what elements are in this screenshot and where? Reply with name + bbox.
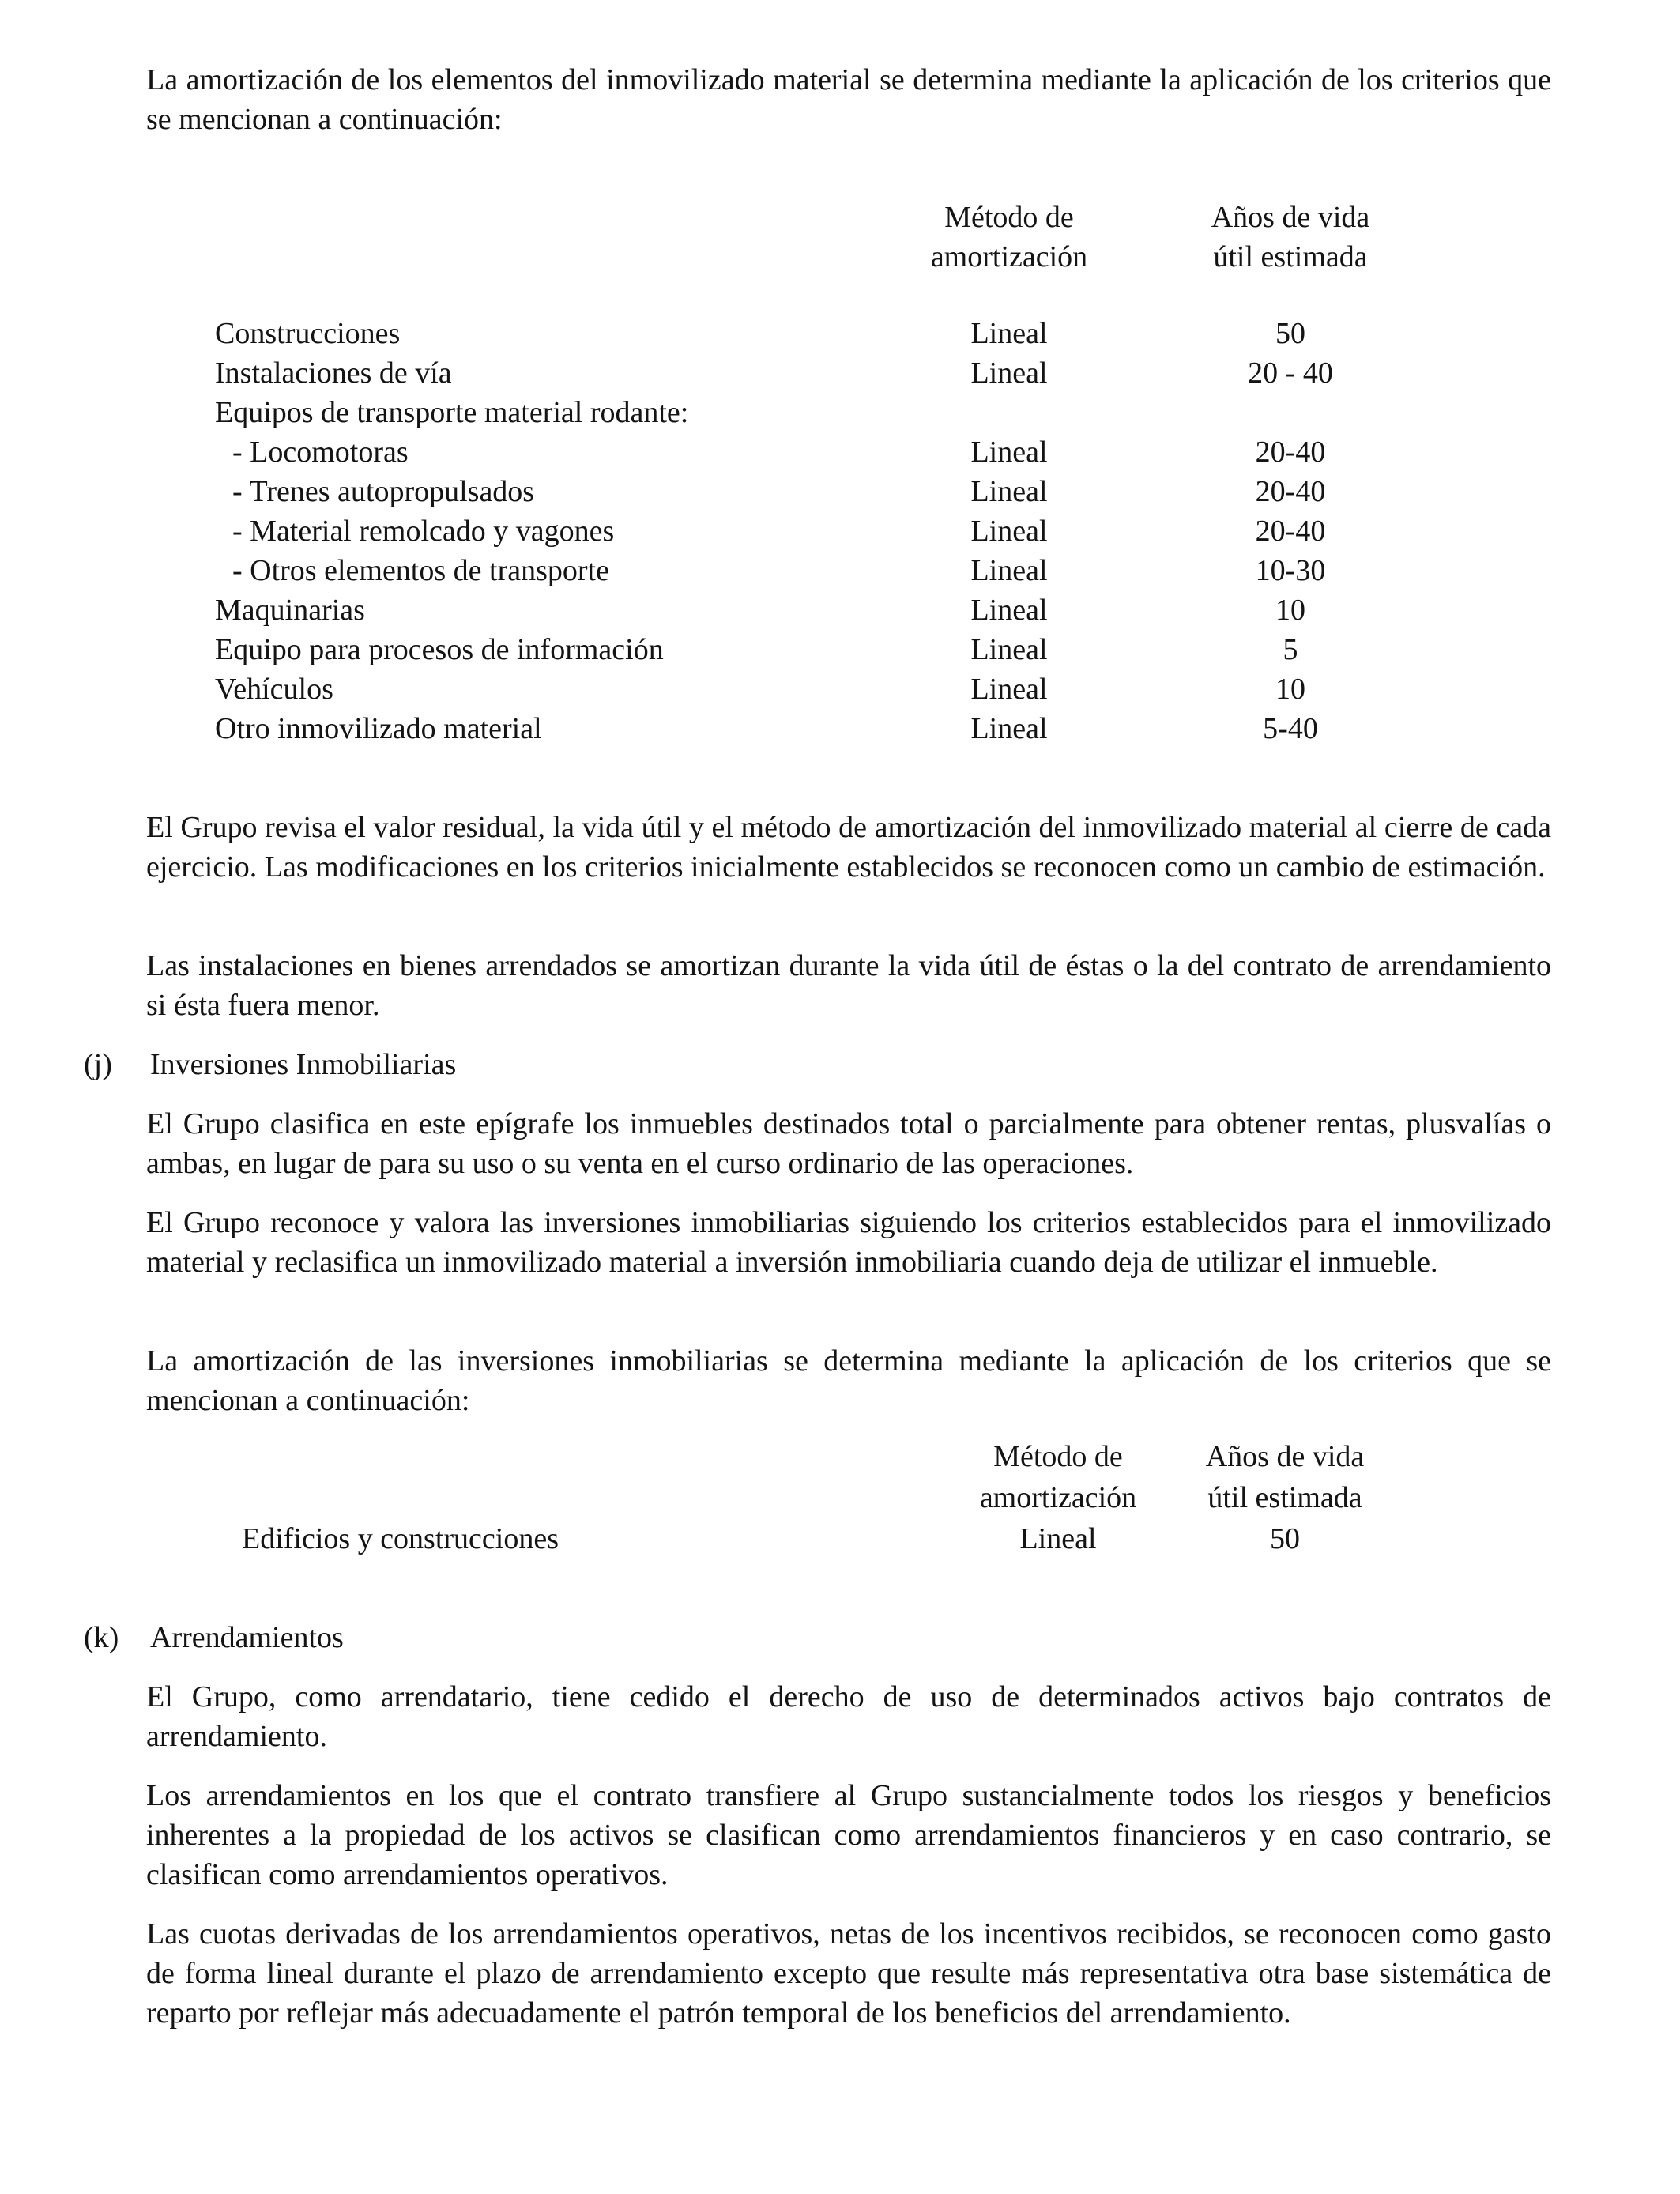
section-j-title: Inversiones Inmobiliarias [150, 1048, 457, 1081]
revision-paragraph: El Grupo revisa el valor residual, la vida útil y el método de amortización del inmovilizado material al cierre de cada ejercicio. Las modificaciones en los criterios inicialmente establecidos se reconocen como un cambio de estimación. [146, 811, 1551, 884]
row-label: Instalaciones de vía [215, 356, 452, 390]
row-method: Lineal [970, 356, 1048, 390]
row-label: - Trenes autopropulsados [232, 475, 535, 508]
row-method: Lineal [970, 633, 1048, 666]
leased-installations-paragraph: Las instalaciones en bienes arrendados se amortizan durante la vida útil de éstas o la del contrato de arrendamiento si ésta fuera menor. [146, 949, 1551, 1022]
row-label: Equipos de transporte material rodante: [215, 396, 689, 429]
section-k-marker: (k) [84, 1621, 119, 1654]
row-label: - Material remolcado y vagones [232, 515, 615, 548]
row-label: Equipo para procesos de información [215, 633, 664, 666]
row-years: 50 [1275, 317, 1305, 350]
row-method: Lineal [970, 515, 1048, 548]
row-years: 10 [1275, 594, 1305, 627]
header-method-line1: Método de [993, 1440, 1123, 1473]
row-label: Otro inmovilizado material [215, 712, 542, 745]
row-method: Lineal [1019, 1522, 1097, 1555]
header-method-line2: amortización [930, 240, 1088, 273]
header-years-line2: útil estimada [1207, 1481, 1362, 1514]
row-years: 20-40 [1255, 475, 1326, 508]
row-label: Maquinarias [215, 594, 365, 627]
row-label: Construcciones [215, 317, 401, 350]
header-method-line1: Método de [944, 201, 1074, 234]
row-years: 20-40 [1255, 515, 1326, 548]
row-label: - Otros elementos de transporte [232, 554, 609, 587]
row-years: 5 [1283, 633, 1298, 666]
row-years: 10-30 [1255, 554, 1326, 587]
row-method: Lineal [970, 712, 1048, 745]
section-j-paragraph-1: El Grupo clasifica en este epígrafe los inmuebles destinados total o parcialmente para obtener rentas, plusvalías o ambas, en lugar de para su uso o su venta en el curso ordinario de las operaciones. [146, 1107, 1551, 1180]
row-years: 50 [1270, 1522, 1300, 1555]
section-j-paragraph-3: La amortización de las inversiones inmobiliarias se determina mediante la aplicación de los criterios que se mencionan a continuación: [146, 1344, 1551, 1417]
row-method: Lineal [970, 673, 1048, 706]
row-years: 20-40 [1255, 435, 1326, 469]
header-years-line1: Años de vida [1205, 1440, 1365, 1473]
row-method: Lineal [970, 554, 1048, 587]
section-j-marker: (j) [84, 1048, 112, 1081]
header-years-line2: útil estimada [1213, 240, 1368, 273]
row-method: Lineal [970, 317, 1048, 350]
row-label: - Locomotoras [232, 435, 409, 469]
section-k-paragraph-3: Las cuotas derivadas de los arrendamientos operativos, netas de los incentivos recibidos, se reconocen como gasto de forma lineal durante el plazo de arrendamiento excepto que resulte más representativa otra base sistemática de reparto por reflejar más adecuadamente el patrón temporal de los beneficios del arrendamiento. [146, 1917, 1551, 2030]
intro-paragraph: La amortización de los elementos del inmovilizado material se determina mediante la aplicación de los criterios que se mencionan a continuación: [146, 63, 1551, 136]
section-k-title: Arrendamientos [150, 1621, 344, 1654]
row-years: 10 [1275, 673, 1305, 706]
row-years: 5-40 [1263, 712, 1318, 745]
section-j-heading [84, 1045, 716, 1084]
section-k-paragraph-2: Los arrendamientos en los que el contrato transfiere al Grupo sustancialmente todos los riesgos y beneficios inherentes a la propiedad de los activos se clasifican como arrendamientos financieros y en caso contrario, se clasifican como arrendamientos operativos. [146, 1779, 1551, 1891]
section-k-heading [84, 1618, 716, 1657]
section-k-paragraph-1: El Grupo, como arrendatario, tiene cedido el derecho de uso de determinados activos bajo contratos de arrendamiento. [146, 1680, 1551, 1753]
row-method: Lineal [970, 594, 1048, 627]
header-method-line2: amortización [979, 1481, 1137, 1514]
section-j-paragraph-2: El Grupo reconoce y valora las inversiones inmobiliarias siguiendo los criterios establecidos para el inmovilizado material y reclasifica un inmovilizado material a inversión inmobiliaria cuando deja de utilizar el inmueble. [146, 1206, 1551, 1279]
row-method: Lineal [970, 475, 1048, 508]
row-label: Vehículos [215, 673, 333, 706]
row-method: Lineal [970, 435, 1048, 469]
row-label: Edificios y construcciones [242, 1522, 559, 1555]
row-years: 20 - 40 [1248, 356, 1333, 390]
header-years-line1: Años de vida [1211, 201, 1370, 234]
